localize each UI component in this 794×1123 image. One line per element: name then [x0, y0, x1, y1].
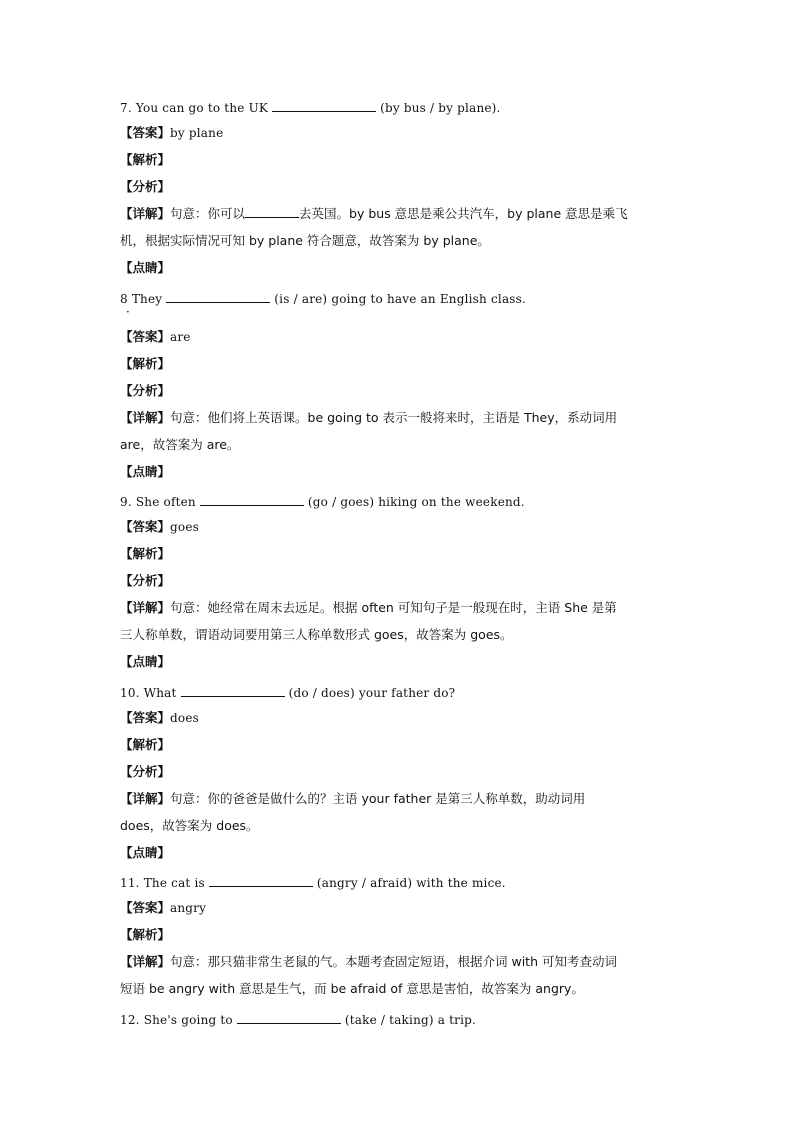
question-7: [120, 100, 501, 116]
question-10-suffix: (do / does) your father do?: [284, 686, 456, 700]
detail-row-7-line1: [120, 206, 628, 222]
answer-tag: 【答案】: [120, 125, 171, 140]
answer-blank: [209, 875, 313, 887]
dianjing-tag: 【点睛】: [120, 845, 171, 860]
detail-tag: 【详解】: [120, 791, 171, 806]
answer-row-11: [120, 900, 206, 916]
detail-row-8-line1: [120, 410, 617, 426]
dianjing-tag: 【点睛】: [120, 464, 171, 479]
answer-row-8: [120, 329, 191, 345]
question-9: [120, 494, 525, 510]
answer-value: are: [170, 330, 191, 344]
detail-row-8-line2: are，故答案为 are。: [120, 437, 240, 452]
question-8-suffix: (is / are) going to have an English class.: [270, 292, 527, 306]
analysis-tag: 【解析】: [120, 152, 171, 167]
dianjing-tag: 【点睛】: [120, 260, 171, 275]
detail-tag: 【详解】: [120, 206, 171, 221]
answer-tag: 【答案】: [120, 710, 171, 725]
answer-blank: [272, 100, 376, 112]
answer-blank: [181, 685, 285, 697]
answer-blank: [200, 494, 304, 506]
answer-blank: [166, 291, 270, 303]
answer-row-10: [120, 710, 199, 726]
detail-text: 句意：你可以: [170, 206, 246, 221]
answer-tag: 【答案】: [120, 329, 171, 344]
detail-text: 句意：他们将上英语课。be going to 表示一般将来时，主语是 They，系动词用: [170, 410, 618, 425]
question-12-suffix: (take / taking) a trip.: [340, 1013, 477, 1027]
answer-tag: 【答案】: [120, 519, 171, 534]
answer-value: by plane: [170, 126, 224, 140]
question-10: [120, 685, 455, 701]
question-8-prefix: 8 They: [120, 292, 163, 306]
detail-tag: 【详解】: [120, 954, 171, 969]
answer-value: does: [170, 711, 199, 725]
question-11: [120, 875, 506, 891]
stray-dot: ·: [126, 305, 130, 319]
inline-blank: [245, 206, 299, 218]
fenxi-tag: 【分析】: [120, 573, 171, 588]
fenxi-tag: 【分析】: [120, 383, 171, 398]
answer-row-7: [120, 125, 223, 141]
question-10-prefix: 10. What: [120, 686, 177, 700]
question-11-prefix: 11. The cat is: [120, 876, 205, 890]
detail-tag: 【详解】: [120, 600, 171, 615]
question-7-suffix: (by bus / by plane).: [376, 101, 501, 115]
detail-row-10-line1: [120, 791, 585, 807]
detail-row-9-line1: [120, 600, 617, 616]
analysis-tag: 【解析】: [120, 546, 171, 561]
question-12: [120, 1012, 476, 1028]
detail-row-10-line2: does，故答案为 does。: [120, 818, 259, 833]
answer-row-9: [120, 519, 199, 535]
question-7-prefix: 7. You can go to the UK: [120, 101, 269, 115]
question-12-prefix: 12. She's going to: [120, 1013, 233, 1027]
answer-blank: [237, 1012, 341, 1024]
question-9-suffix: (go / goes) hiking on the weekend.: [303, 495, 525, 509]
answer-tag: 【答案】: [120, 900, 171, 915]
question-8: [120, 291, 526, 307]
detail-tag: 【详解】: [120, 410, 171, 425]
fenxi-tag: 【分析】: [120, 764, 171, 779]
detail-row-11-line1: [120, 954, 617, 970]
dianjing-tag: 【点睛】: [120, 654, 171, 669]
detail-text: 句意：你的爸爸是做什么的？主语 your father 是第三人称单数，助动词用: [170, 791, 586, 806]
analysis-tag: 【解析】: [120, 737, 171, 752]
detail-row-11-line2: 短语 be angry with 意思是生气，而 be afraid of 意思是害怕，故答案为 angry。: [120, 981, 584, 996]
analysis-tag: 【解析】: [120, 927, 171, 942]
question-9-prefix: 9. She often: [120, 495, 196, 509]
detail-row-7-line2: 机，根据实际情况可知 by plane 符合题意，故答案为 by plane。: [120, 233, 490, 248]
question-11-suffix: (angry / afraid) with the mice.: [312, 876, 506, 890]
fenxi-tag: 【分析】: [120, 179, 171, 194]
analysis-tag: 【解析】: [120, 356, 171, 371]
detail-text: 句意：那只猫非常生老鼠的气。本题考查固定短语，根据介词 with 可知考查动词: [170, 954, 617, 969]
detail-text: 去英国。by bus 意思是乘公共汽车，by plane 意思是乘飞: [299, 206, 628, 221]
detail-row-9-line2: 三人称单数，谓语动词要用第三人称单数形式 goes，故答案为 goes。: [120, 627, 513, 642]
answer-value: angry: [170, 901, 207, 915]
detail-text: 句意：她经常在周末去远足。根据 often 可知句子是一般现在时，主语 She 是第: [170, 600, 617, 615]
answer-value: goes: [170, 520, 199, 534]
